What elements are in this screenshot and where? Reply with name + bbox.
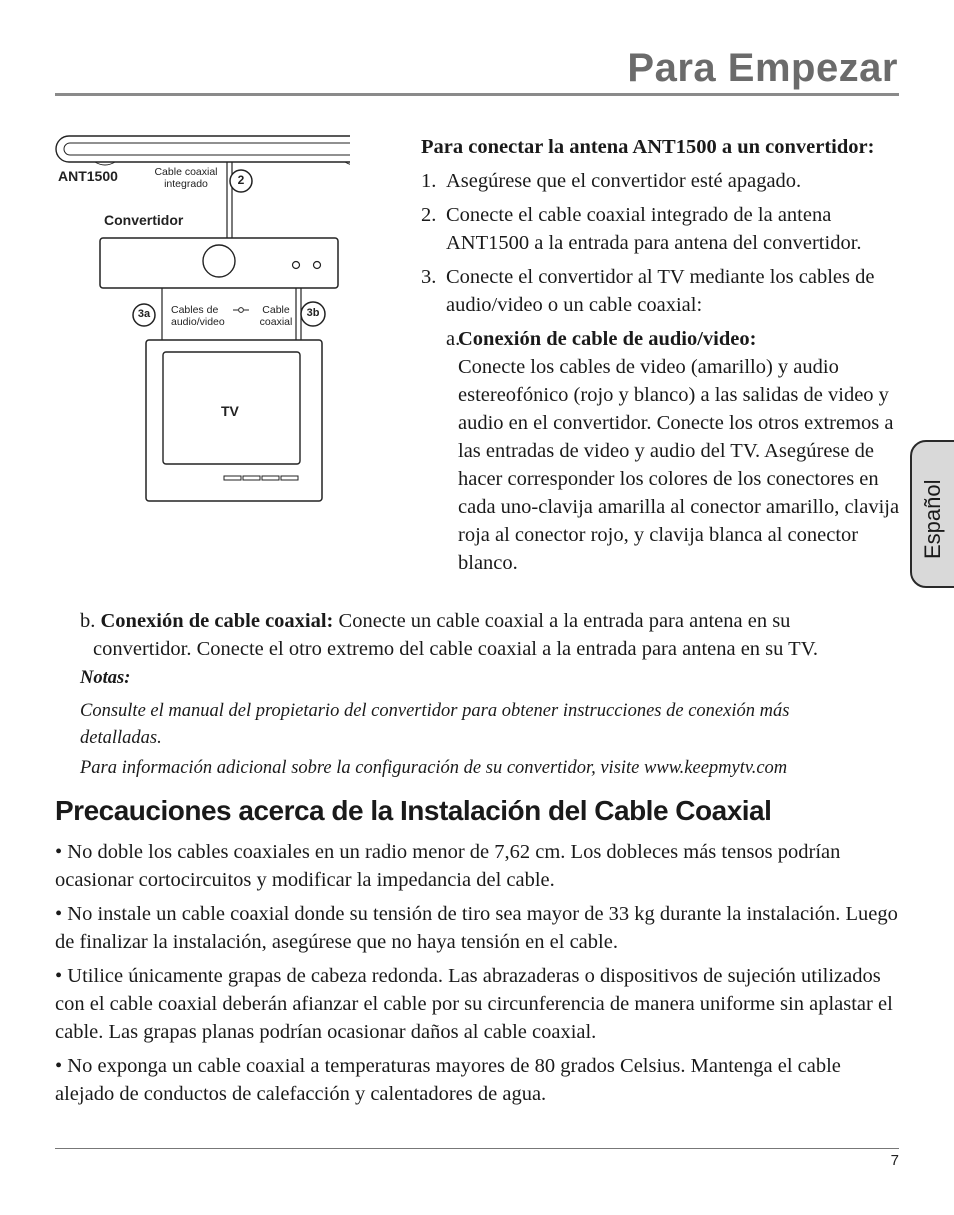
precaution-bullet: • Utilice únicamente grapas de cabeza redonda. Las abrazaderas o dispositivos de sujeción utilizados con el cable coaxial deberán afianzar el cable por su circunferencia de manera uniforme sin aplastar el cable. Las grapas planas podrían ocasionar daños al cable coaxial.: [55, 965, 893, 1043]
substep-b-text-line1: Conecte un cable coaxial a la entrada para antena en su: [338, 610, 791, 632]
substep-a-title: Conexión de cable de audio/video:: [458, 328, 757, 350]
cable-integrated-line2: integrado: [164, 178, 208, 190]
note-item: Consulte el manual del propietario del convertidor para obtener instrucciones de conexión más detalladas.: [80, 701, 790, 748]
precaution-bullet: • No doble los cables coaxiales en un radio menor de 7,62 cm. Los dobleces más tensos podrían ocasionar cortocircuitos y modificar la impedancia del cable.: [55, 841, 841, 891]
instructions-heading: Para conectar la antena ANT1500 a un convertidor:: [421, 136, 875, 158]
converter-led-2: [314, 262, 321, 269]
substep-a: [446, 325, 906, 577]
language-tab-label: Español: [920, 479, 945, 559]
tv-label: TV: [221, 403, 239, 419]
precaution-bullet: • No exponga un cable coaxial a temperaturas mayores de 80 grados Celsius. Mantenga el cable alejado de conductos de calefacción y calentadores de agua.: [55, 1055, 841, 1105]
substep-a-letter: a.: [446, 328, 461, 350]
antenna-panel: [56, 136, 350, 162]
cable-integrated-label: [146, 166, 226, 190]
coax-line1: Cable: [262, 304, 290, 316]
substep-b-title: Conexión de cable coaxial:: [100, 610, 334, 632]
section-title: Precauciones acerca de la Instalación del Cable Coaxial: [55, 795, 772, 826]
step-2: [421, 201, 906, 257]
step-1-text: Asegúrese que el convertidor esté apagado.: [446, 170, 802, 192]
notes-heading: Notas:: [80, 668, 131, 688]
step-3: [421, 263, 906, 319]
connector-symbol-circle: [239, 308, 244, 313]
substep-a-body: [458, 325, 906, 577]
converter-knob: [203, 245, 235, 277]
tv-button-2: [243, 476, 260, 480]
precaution-bullet: • No instale un cable coaxial donde su tensión de tiro sea mayor de 33 kg durante la instalación. Luego de finalizar la instalación, asegúrese que no haya tensión en el cable.: [55, 903, 898, 953]
substep-a-text: Conecte los cables de video (amarillo) y audio estereofónico (rojo y blanco) a las salidas de video y audio en el convertidor. Conecte los otros extremos a las entradas de video y audio del TV. Asegúrese de hacer corresponder los colores de los conectores en cada uno-clavija amarilla al conector amarillo, clavija roja al conector rojo, y clavija blanca al conector blanco.: [458, 356, 900, 574]
coax-line2: coaxial: [259, 316, 293, 328]
footer-divider: [55, 1148, 899, 1149]
instructions: [421, 133, 906, 577]
coax-label: [256, 304, 296, 328]
page-title: Para Empezar: [627, 46, 898, 90]
converter-led-1: [293, 262, 300, 269]
step-3-text: Conecte el convertidor al TV mediante los cables de audio/video o un cable coaxial:: [446, 266, 875, 316]
badge-step3a: 3a: [137, 308, 151, 320]
note-item: Para información adicional sobre la configuración de su convertidor, visite www.keepmytv.com: [80, 758, 788, 778]
av-cables-line1: Cables de: [171, 304, 219, 316]
step-1-number: 1.: [421, 170, 437, 192]
tv-button-1: [224, 476, 241, 480]
step-1: [421, 167, 906, 195]
cable-integrated-line1: Cable coaxial: [154, 166, 218, 178]
substep-b-letter: b.: [80, 610, 96, 632]
step-3-number: 3.: [421, 266, 437, 288]
av-cables-label: [171, 304, 225, 328]
page-number: 7: [890, 1152, 899, 1169]
badge-step2: 2: [237, 173, 245, 187]
antenna-label: ANT1500: [58, 168, 118, 184]
connection-diagram: [50, 130, 350, 510]
substep-b-text-line2: convertidor. Conecte el otro extremo del cable coaxial a la entrada para antena en su TV.: [93, 638, 818, 660]
step-2-text: Conecte el cable coaxial integrado de la antena ANT1500 a la entrada para antena del convertidor.: [446, 204, 862, 254]
converter-label: Convertidor: [104, 212, 184, 228]
substep-b: [80, 607, 900, 663]
tv-button-4: [281, 476, 298, 480]
av-cables-line2: audio/video: [171, 316, 225, 328]
title-divider: [55, 93, 899, 96]
tv-button-3: [262, 476, 279, 480]
badge-step3b: 3b: [306, 307, 320, 319]
step-2-number: 2.: [421, 204, 437, 226]
